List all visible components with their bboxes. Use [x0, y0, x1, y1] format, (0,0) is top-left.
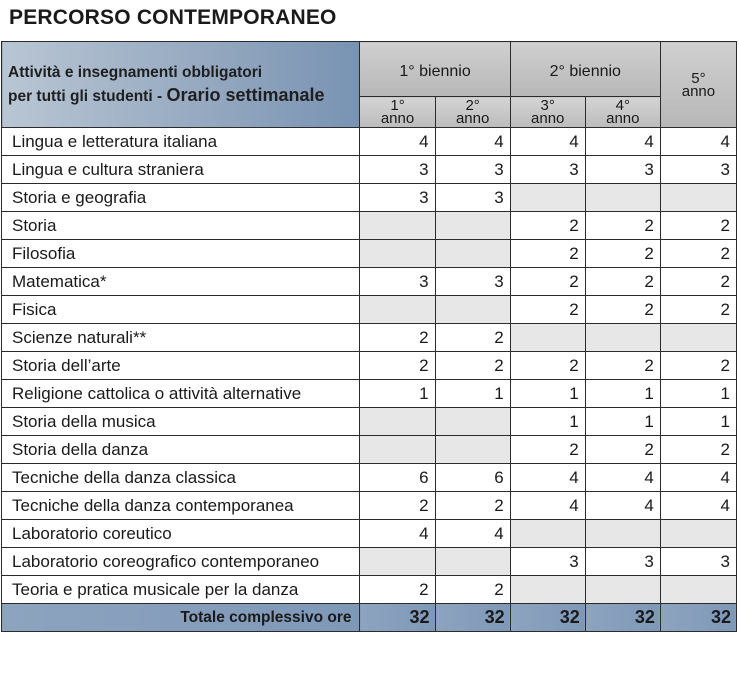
hours-cell: 3 [435, 268, 510, 296]
hours-cell: 1 [510, 408, 585, 436]
empty-hours-cell [585, 184, 660, 212]
empty-hours-cell [435, 436, 510, 464]
subject-cell: Tecniche della danza contemporanea [2, 492, 360, 520]
hours-cell: 4 [660, 464, 736, 492]
hours-cell: 2 [435, 576, 510, 604]
hours-cell: 2 [435, 492, 510, 520]
hours-cell: 2 [435, 352, 510, 380]
subject-cell: Fisica [2, 296, 360, 324]
subject-cell: Teoria e pratica musicale per la danza [2, 576, 360, 604]
header-subject-line1: Attività e insegnamenti obbligatori [8, 63, 263, 81]
subject-cell: Storia della musica [2, 408, 360, 436]
header-subject-prefix: per tutti gli studenti - [8, 87, 167, 105]
hours-cell: 3 [360, 184, 435, 212]
header-year-1-num: 1° [390, 97, 405, 114]
empty-hours-cell [510, 576, 585, 604]
hours-cell: 2 [510, 352, 585, 380]
header-year-1 [360, 97, 435, 128]
hours-cell: 4 [360, 520, 435, 548]
hours-cell: 4 [435, 520, 510, 548]
table-row [2, 576, 737, 604]
hours-cell: 2 [510, 212, 585, 240]
empty-hours-cell [435, 240, 510, 268]
hours-cell: 3 [360, 268, 435, 296]
empty-hours-cell [360, 296, 435, 324]
hours-cell: 2 [660, 268, 736, 296]
subject-cell: Storia [2, 212, 360, 240]
empty-hours-cell [660, 576, 736, 604]
header-row-groups [2, 42, 737, 97]
hours-cell: 2 [660, 212, 736, 240]
header-subject-line2 [8, 84, 353, 108]
hours-cell: 3 [360, 156, 435, 184]
hours-cell: 2 [585, 268, 660, 296]
empty-hours-cell [660, 520, 736, 548]
empty-hours-cell [435, 408, 510, 436]
hours-cell: 3 [585, 548, 660, 576]
header-year-1-word: anno [380, 110, 415, 127]
subject-cell: Religione cattolica o attività alternative [2, 380, 360, 408]
subject-cell: Filosofia [2, 240, 360, 268]
hours-cell: 1 [660, 380, 736, 408]
schedule-table [1, 41, 737, 632]
empty-hours-cell [435, 296, 510, 324]
hours-cell: 1 [360, 380, 435, 408]
empty-hours-cell [435, 548, 510, 576]
total-row [2, 604, 737, 632]
hours-cell: 4 [510, 128, 585, 156]
header-year-2 [435, 97, 510, 128]
hours-cell: 2 [510, 296, 585, 324]
empty-hours-cell [510, 184, 585, 212]
hours-cell: 3 [435, 156, 510, 184]
table-row [2, 184, 737, 212]
hours-cell: 2 [660, 296, 736, 324]
hours-cell: 1 [585, 408, 660, 436]
hours-cell: 1 [435, 380, 510, 408]
table-row [2, 492, 737, 520]
header-fifth-word: anno [681, 82, 716, 100]
table-row [2, 436, 737, 464]
hours-cell: 4 [510, 492, 585, 520]
subject-cell: Tecniche della danza classica [2, 464, 360, 492]
hours-cell: 2 [510, 436, 585, 464]
header-group-first-biennium: 1° biennio [360, 42, 510, 97]
empty-hours-cell [360, 436, 435, 464]
table-row [2, 296, 737, 324]
hours-cell: 6 [360, 464, 435, 492]
hours-cell: 1 [510, 380, 585, 408]
table-row [2, 128, 737, 156]
total-hours-cell: 32 [660, 604, 736, 632]
hours-cell: 2 [585, 352, 660, 380]
header-year-3-word: anno [531, 110, 565, 127]
hours-cell: 1 [585, 380, 660, 408]
empty-hours-cell [660, 324, 736, 352]
hours-cell: 4 [360, 128, 435, 156]
empty-hours-cell [585, 576, 660, 604]
total-label: Totale complessivo ore [2, 604, 360, 632]
hours-cell: 2 [435, 324, 510, 352]
hours-cell: 2 [585, 436, 660, 464]
subject-cell: Storia dell’arte [2, 352, 360, 380]
total-hours-cell: 32 [510, 604, 585, 632]
hours-cell: 2 [660, 240, 736, 268]
hours-cell: 6 [435, 464, 510, 492]
hours-cell: 3 [510, 548, 585, 576]
header-year-4 [585, 97, 660, 128]
hours-cell: 3 [585, 156, 660, 184]
subject-cell: Storia e geografia [2, 184, 360, 212]
empty-hours-cell [585, 324, 660, 352]
hours-cell: 2 [360, 324, 435, 352]
subject-cell: Lingua e letteratura italiana [2, 128, 360, 156]
hours-cell: 3 [435, 184, 510, 212]
header-subject-emph: Orario settimanale [166, 84, 325, 105]
header-fifth-num: 5° [691, 69, 706, 87]
empty-hours-cell [360, 548, 435, 576]
hours-cell: 2 [585, 296, 660, 324]
table-row [2, 324, 737, 352]
hours-cell: 4 [660, 492, 736, 520]
empty-hours-cell [510, 324, 585, 352]
header-year-2-num: 2° [465, 97, 480, 114]
table-row [2, 240, 737, 268]
header-fifth-year [660, 42, 736, 128]
hours-cell: 2 [360, 576, 435, 604]
subject-cell: Storia della danza [2, 436, 360, 464]
table-row [2, 464, 737, 492]
hours-cell: 2 [585, 240, 660, 268]
header-year-2-word: anno [455, 110, 490, 127]
header-year-4-num: 4° [615, 97, 630, 114]
hours-cell: 4 [585, 492, 660, 520]
page-title: PERCORSO CONTEMPORANEO [9, 6, 337, 29]
empty-hours-cell [360, 240, 435, 268]
total-hours-cell: 32 [585, 604, 660, 632]
subject-cell: Scienze naturali** [2, 324, 360, 352]
subject-cell: Matematica* [2, 268, 360, 296]
hours-cell: 2 [360, 352, 435, 380]
subject-cell: Lingua e cultura straniera [2, 156, 360, 184]
hours-cell: 2 [660, 436, 736, 464]
hours-cell: 4 [585, 128, 660, 156]
header-year-4-word: anno [606, 110, 640, 127]
subject-cell: Laboratorio coreografico contemporaneo [2, 548, 360, 576]
hours-cell: 4 [660, 128, 736, 156]
table-row [2, 156, 737, 184]
empty-hours-cell [360, 408, 435, 436]
header-year-3 [510, 97, 585, 128]
hours-cell: 4 [435, 128, 510, 156]
hours-cell: 4 [585, 464, 660, 492]
total-hours-cell: 32 [360, 604, 435, 632]
hours-cell: 2 [510, 268, 585, 296]
hours-cell: 3 [510, 156, 585, 184]
hours-cell: 2 [585, 212, 660, 240]
hours-cell: 2 [360, 492, 435, 520]
empty-hours-cell [660, 184, 736, 212]
empty-hours-cell [510, 520, 585, 548]
header-year-3-num: 3° [540, 97, 555, 114]
table-row [2, 268, 737, 296]
hours-cell: 2 [660, 352, 736, 380]
empty-hours-cell [360, 212, 435, 240]
empty-hours-cell [435, 212, 510, 240]
header-group-second-biennium: 2° biennio [510, 42, 660, 97]
table-row [2, 408, 737, 436]
hours-cell: 1 [660, 408, 736, 436]
hours-cell: 4 [510, 464, 585, 492]
hours-cell: 3 [660, 156, 736, 184]
table-row [2, 352, 737, 380]
table-row [2, 212, 737, 240]
table-row [2, 380, 737, 408]
hours-cell: 2 [510, 240, 585, 268]
empty-hours-cell [585, 520, 660, 548]
total-hours-cell: 32 [435, 604, 510, 632]
table-row [2, 520, 737, 548]
subject-cell: Laboratorio coreutico [2, 520, 360, 548]
table-row [2, 548, 737, 576]
header-subject-cell [2, 42, 360, 128]
hours-cell: 3 [660, 548, 736, 576]
